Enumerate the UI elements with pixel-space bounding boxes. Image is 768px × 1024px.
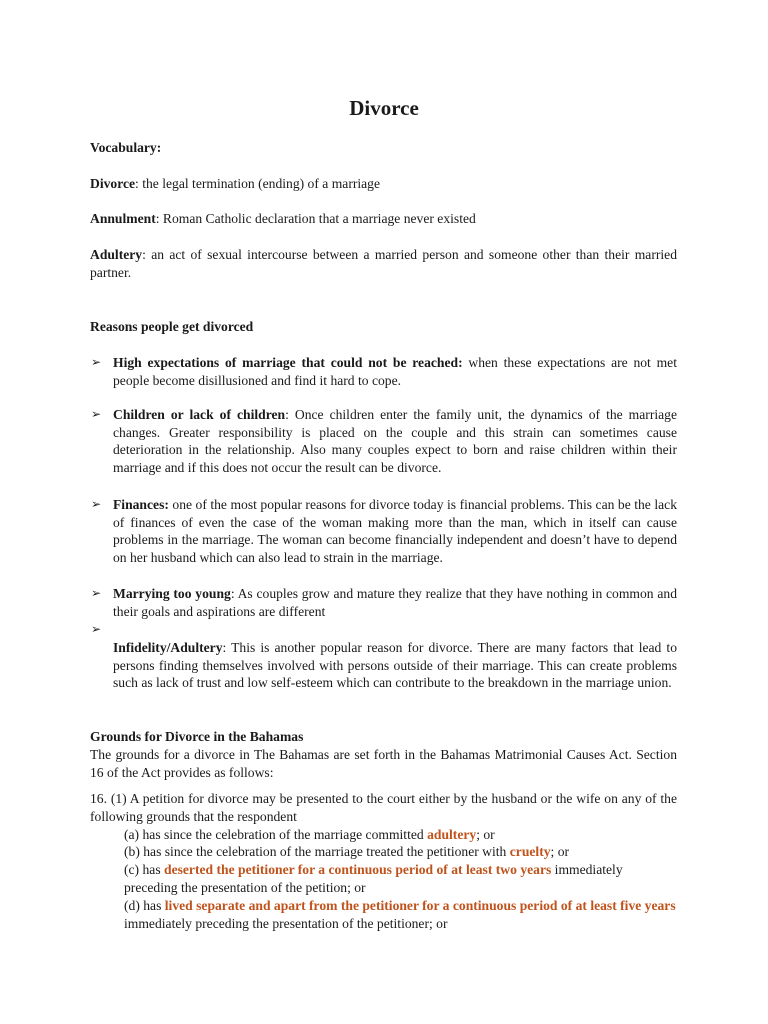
vocab-entry-annulment bbox=[90, 210, 677, 228]
reason-item bbox=[113, 496, 677, 566]
reason-item bbox=[113, 406, 677, 476]
reason-lead: Marrying too young bbox=[113, 586, 231, 601]
reason-lead: Children or lack of children bbox=[113, 407, 286, 422]
reason-text: : This is another popular reason for divorce. There are many factors that lead to persons finding themselves involved with persons outside of their marriage. This can create problems such as lack of trust and low self-esteem which can contribute to the breakdown in the marriage union. bbox=[113, 640, 677, 691]
reason-text: : Once children enter the family unit, the dynamics of the marriage changes. Greater responsibility is placed on the couple and this strain can sometimes cause deterioration in the relationship. Also many couples expect to born and raise children within their marriage and if this does not occur the result can be divorce. bbox=[113, 407, 677, 475]
clause-text: immediately preceding the presentation of the petitioner; or bbox=[124, 915, 448, 931]
reason-item bbox=[113, 585, 677, 620]
bullet-arrow-icon: ➢ bbox=[91, 622, 102, 636]
reason-text: when these expectations are not met people become disillusioned and find it hard to cope. bbox=[113, 355, 677, 388]
clause-text: ; or bbox=[550, 844, 570, 859]
vocab-entry-divorce bbox=[90, 175, 677, 193]
vocab-definition: : the legal termination (ending) of a marriage bbox=[135, 176, 381, 191]
vocabulary-heading: Vocabulary: bbox=[90, 140, 162, 155]
clause-highlight: lived separate and apart from the petitioner for a continuous period of at least five years bbox=[164, 898, 676, 913]
clause-highlight: adultery bbox=[427, 827, 477, 842]
reason-item bbox=[113, 639, 677, 692]
bullet-arrow-icon: ➢ bbox=[91, 497, 102, 511]
reason-lead: Finances: bbox=[113, 497, 169, 512]
clause-text: (b) has since the celebration of the marriage treated the petitioner with bbox=[124, 844, 510, 859]
grounds-heading: Grounds for Divorce in the Bahamas bbox=[90, 729, 304, 744]
page-title: Divorce bbox=[349, 96, 419, 120]
reason-lead: High expectations of marriage that could not be reached: bbox=[113, 355, 463, 370]
reason-item bbox=[113, 354, 677, 389]
grounds-intro: The grounds for a divorce in The Bahamas are set forth in the Bahamas Matrimonial Causes Act. Section 16 of the Act provides as follows: bbox=[90, 747, 677, 780]
clause-text: ; or bbox=[476, 827, 495, 842]
clause-highlight: cruelty bbox=[509, 844, 551, 859]
vocab-term: Adultery bbox=[90, 247, 143, 262]
vocab-term: Divorce bbox=[90, 176, 136, 191]
clause-b bbox=[124, 843, 677, 861]
clause-a bbox=[124, 826, 677, 844]
section-16-text: 16. (1) A petition for divorce may be presented to the court either by the husband or the wife on any of the following grounds that the respondent bbox=[90, 791, 677, 824]
vocab-definition: : Roman Catholic declaration that a marriage never existed bbox=[155, 211, 476, 226]
clause-text: (c) has bbox=[124, 862, 165, 877]
bullet-arrow-icon: ➢ bbox=[91, 586, 102, 600]
clause-d bbox=[124, 897, 677, 932]
vocab-entry-adultery bbox=[90, 246, 677, 281]
clause-text: immediately preceding the presentation of the petition; or bbox=[124, 862, 623, 895]
clause-c bbox=[124, 861, 677, 896]
bullet-arrow-icon: ➢ bbox=[91, 407, 102, 421]
clause-text: (d) has bbox=[124, 898, 165, 913]
reason-text: : As couples grow and mature they realize that they have nothing in common and their goals and aspirations are different bbox=[113, 586, 677, 619]
clause-highlight: deserted the petitioner for a continuous period of at least two years bbox=[164, 862, 552, 877]
vocab-term: Annulment bbox=[90, 211, 156, 226]
vocab-definition: : an act of sexual intercourse between a married person and someone other than their married partner. bbox=[90, 247, 677, 280]
clause-text: (a) has since the celebration of the marriage committed bbox=[124, 827, 428, 842]
reason-lead: Infidelity/Adultery bbox=[113, 640, 223, 655]
bullet-arrow-icon: ➢ bbox=[91, 355, 102, 369]
reasons-heading: Reasons people get divorced bbox=[90, 319, 254, 334]
reason-text: one of the most popular reasons for divorce today is financial problems. This can be the lack of finances of even the case of the woman making more than the man, which in itself can cause problems in the marriage. The woman can become financially independent and doesn’t have to depend on her husband which can also lead to strain in the marriage. bbox=[113, 497, 677, 565]
